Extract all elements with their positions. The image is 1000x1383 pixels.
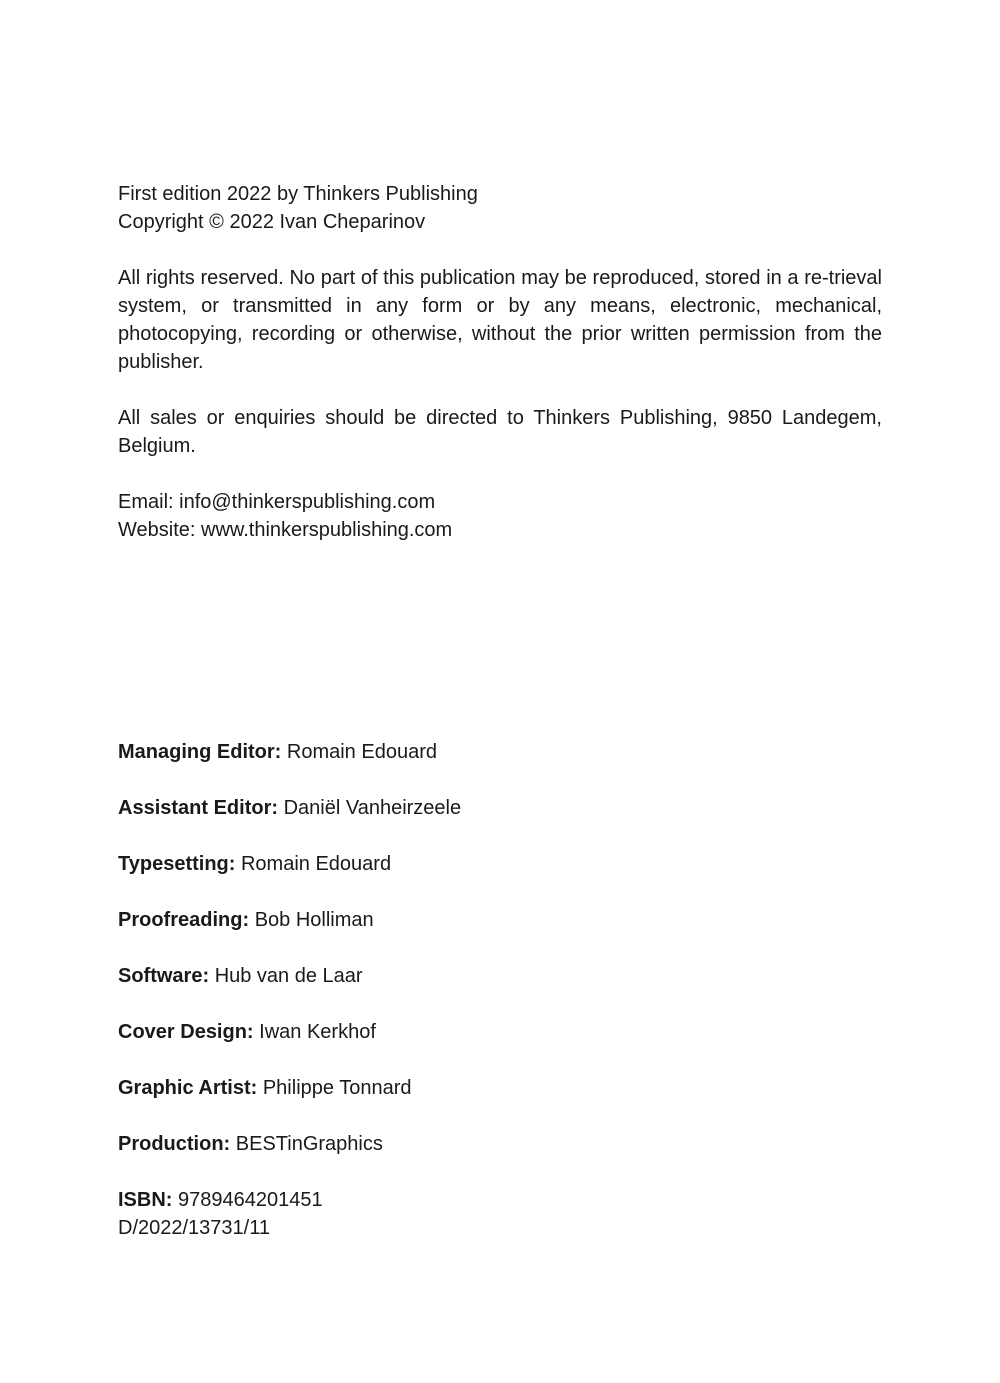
credits-list <box>118 738 882 1242</box>
copyright-page <box>118 180 882 544</box>
credit-production <box>118 1130 882 1158</box>
isbn-label: ISBN: <box>118 1189 173 1211</box>
isbn-value: 9789464201451 <box>178 1189 323 1211</box>
credit-label: Graphic Artist: <box>118 1077 258 1099</box>
credit-value: BESTinGraphics <box>235 1133 383 1155</box>
credit-managing-editor <box>118 738 882 766</box>
credit-cover-design <box>118 1018 882 1046</box>
credit-label: Production: <box>118 1133 231 1155</box>
credit-label: Typesetting: <box>118 853 236 875</box>
credit-value: Hub van de Laar <box>214 965 363 987</box>
isbn-line <box>118 1186 882 1214</box>
credit-value: Daniël Vanheirzeele <box>283 797 462 819</box>
credit-software <box>118 962 882 990</box>
credit-value: Romain Edouard <box>286 741 437 763</box>
credit-value: Philippe Tonnard <box>262 1077 412 1099</box>
credit-assistant-editor <box>118 794 882 822</box>
copyright-line: Copyright © 2022 Ivan Cheparinov <box>118 211 426 233</box>
credit-typesetting <box>118 850 882 878</box>
credit-value: Bob Holliman <box>254 909 374 931</box>
edition-line: First edition 2022 by Thinkers Publishing <box>118 183 478 205</box>
website-line: Website: www.thinkerspublishing.com <box>118 519 453 541</box>
credit-label: Proofreading: <box>118 909 250 931</box>
rights-notice: All rights reserved. No part of this publication may be reproduced, stored in a re-trieval system, or transmitted in any form or by any means, electronic, mechanical, photocopying, recording or otherwise, without the prior written permission from the publisher. <box>118 267 882 373</box>
sales-notice: All sales or enquiries should be directed to Thinkers Publishing, 9850 Landegem, Belgium. <box>118 407 882 457</box>
email-line: Email: info@thinkerspublishing.com <box>118 491 436 513</box>
credit-label: Managing Editor: <box>118 741 282 763</box>
credit-label: Software: <box>118 965 210 987</box>
legal-deposit-line: D/2022/13731/11 <box>118 1217 270 1239</box>
credit-proofreading <box>118 906 882 934</box>
credit-value: Iwan Kerkhof <box>259 1021 376 1043</box>
credit-label: Cover Design: <box>118 1021 254 1043</box>
credit-value: Romain Edouard <box>240 853 392 875</box>
credit-label: Assistant Editor: <box>118 797 279 819</box>
credit-graphic-artist <box>118 1074 882 1102</box>
